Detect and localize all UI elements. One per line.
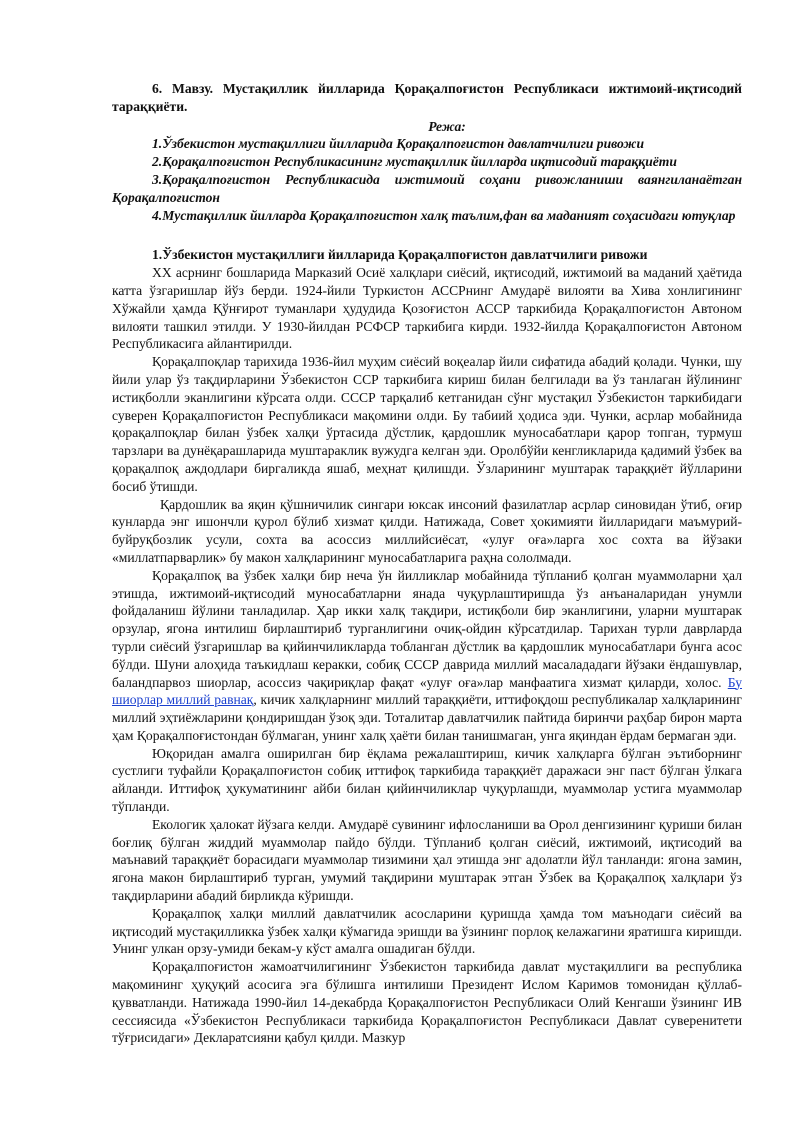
paragraph: Юқоридан амалга оширилган бир ёқлама режалаштириш, кичик халқларга бўлган эътиборнинг сустлиги туфайли Қорақалпоғистон собиқ иттифоқ таркибида тараққиёт даражаси энг паст бўлган ўлкага айланди. Иттифоқ ҳукуматининг айби билан қийинчиликлар чуқурлашди, муаммолар устига муаммолар тўпланди. <box>112 745 742 815</box>
plan-item: 1.Ўзбекистон мустақиллиги йилларида Қорақалпоғистон давлатчилиги ривожи <box>152 136 645 152</box>
document-content <box>112 80 742 1047</box>
paragraph: XX асрнинг бошларида Марказий Осиё халқлари сиёсий, иқтисодий, ижтимоий ва маданий ҳаётида катта ўзгаришлар йўз берди. 1924-йили Туркистон АССРнинг Амударё вилояти ва Хива хонлигининг Хўжайли ҳамда Қўнғирот туманлари ҳудудида Қозоғистон АССР таркибида Қорақалпоғистон Автоном вилояти ташкил этилди. У 1930-йилдан РСФСР таркибига кирди. 1932-йилда Қорақалпоғистон Автоном Республикасига айлантирилди. <box>112 265 742 352</box>
paragraph: Қорақалпоқлар тарихида 1936-йил муҳим сиёсий воқеалар йили сифатида абадий қолади. Чунки, шу йили улар ўз тақдирларини Ўзбекистон ССР таркибига кириш билан белгилади ва ўз танлаган йўлининг истиқболли эканлигини кўрсата олди. СССР тарқалиб кетганидан сўнг мустақил Ўзбекистон таркибидаги суверен Қорақалпоғистон Республикаси мақомини олди. Бу табиий ҳодиса эди. Чунки, асрлар мобайнида қорақалпоқлар билан ўзбек халқи ўртасида дўстлик, қардошлик муносабатлари қарор топган, турмуш тарзлари ва дунёқарашларида муштараклик вужудга келган эди. Оролбўйи кенгликларида қадимий ўзбек ва қорақалпоқ аждодлари биргаликда яшаб, меҳнат қилишди. Ўзларининг муштарак тараққиёт йўлларини босиб ўтишди. <box>112 354 742 494</box>
paragraph: Екологик ҳалокат йўзага келди. Амударё сувининг ифлосланиши ва Орол денгизининг қуриши билан боғлиқ бўлган жиддий муаммолар пайдо бўлди. Тўпланиб қолган сиёсий, ижтимоий, иқтисодий ва маънавий тараққиёт борасидаги муаммолар тизимини ҳал этишда энг адолатли йўл танланди: ягона замин, ягона макон бирлаштириб турган, умумий тақдирини муштарак этган Ўзбек ва Қорақалпоқ халқлари ўз тақдирларини абадий бирликда кўришди. <box>112 816 742 904</box>
document-title: 6. Мавзу. Мустақиллик йилларида Қорақалпоғистон Республикаси ижтимоий-иқтисодий тараққиёти. <box>112 81 742 114</box>
section-title: 1.Ўзбекистон мустақиллиги йилларида Қорақалпоғистон давлатчилиги ривожи <box>152 247 648 263</box>
plan-heading: Режа: <box>428 118 466 134</box>
hyperlink[interactable]: Бу шиорлар миллий равнақ <box>112 674 742 708</box>
plan-item: 2.Қорақалпоғистон Республикасининг мустақиллик йилларда иқтисодий тараққиёти <box>152 154 677 170</box>
paragraph: Қардошлик ва яқин қўшничилик сингари юксак инсоний фазилатлар асрлар синовидан ўтиб, оғир кунларда энг ишончли қурол бўлиб хизмат қилди. Натижада, Совет ҳокимияти йилларидаги маъмурий-буйруқбозлик усули, сохта ва асоссиз миллийсиёсат, «улуғ оға»ларга хос сохта ва йўзаки «миллатпарварлик» бу макон халқларининг муносабатларига раҳна сололмади. <box>112 496 742 565</box>
paragraph: Қорақалпоқ халқи миллий давлатчилик асосларини қуришда ҳамда том маънодаги сиёсий ва иқтисодий мустақилликка ўзбек халқи кўмагида эришди ва ўзининг порлоқ келажагини яратишга киришди. Унинг улкан орзу-умиди бекам-у кўст амалга ошадиган бўлди. <box>112 905 742 957</box>
plan-item: 3.Қорақалпоғистон Республикасида ижтимоий соҳани ривожланиши ваянгиланаётган Қорақалпоғистон <box>112 171 742 205</box>
plan-item: 4.Мустақиллик йилларда Қорақалпоғистон халқ таълим,фан ва маданият соҳасидаги ютуқлар <box>152 207 736 223</box>
paragraph-text: Қорақалпоқ ва ўзбек халқи бир неча ўн йилликлар мобайнида тўпланиб қолган муаммоларни ҳал этишда, ижтимоий-иқтисодий муносабатларни янада чуқурлаштиришда ўз анъаналаридан унумли фойдаланиш йўлини танладилар. Ҳар икки халқ тақдири, истиқболи бир эканлигини, уларни муштарак орзулар, ягона интилиш бирлаштириб турганлигини очиқ-ойдин кўрсатдилар. Тарихан турли даврларда турли сиёсий ўзгаришлар ва қийинчиликларда тобланган дўстлик ва қардошлик муносабатлари бунга асос бўлди. Шуни алоҳида таъкидлаш керакки, собиқ СССР даврида миллий масалададаги йўзаки ёндашувлар, баландпарвоз шиорлар, асоссиз чақириқлар фақат «улуғ оға»лар манфаатига хизмат қиларди, холос. <box>112 567 742 690</box>
paragraph-with-link <box>112 567 742 745</box>
paragraph: Қорақалпоғистон жамоатчилигининг Ўзбекистон таркибида давлат мустақиллиги ва республика мақомининг ҳуқуқий асосига эга бўлишга интилиши Президент Ислом Каримов томонидан қўллаб-қувватланди. Натижада 1990-йил 14-декабрда Қорақалпоғистон Республикаси Олий Кенгаши ўзининг ИВ сессиясида «Ўзбекистон Республикаси таркибида Қорақалпоғистон Республикаси Давлат суверенитети тўғрисидаги» Декларатсияни қабул қилди. Мазкур <box>112 959 742 1046</box>
plan-list <box>112 135 742 224</box>
paragraph-text: , кичик халқларнинг миллий тараққиёти, иттифоқдош республикалар халқларининг миллий эҳтиёжларини қондиришдан ўзоқ эди. Тоталитар давлатчилик пайтида биринчи раҳбар бирон марта ҳам Қорақалпоғистондан бўлмаган, унинг халқ ҳаёти билан танишмаган, унга яқиндан ёрдам бермаган эди. <box>112 692 742 743</box>
